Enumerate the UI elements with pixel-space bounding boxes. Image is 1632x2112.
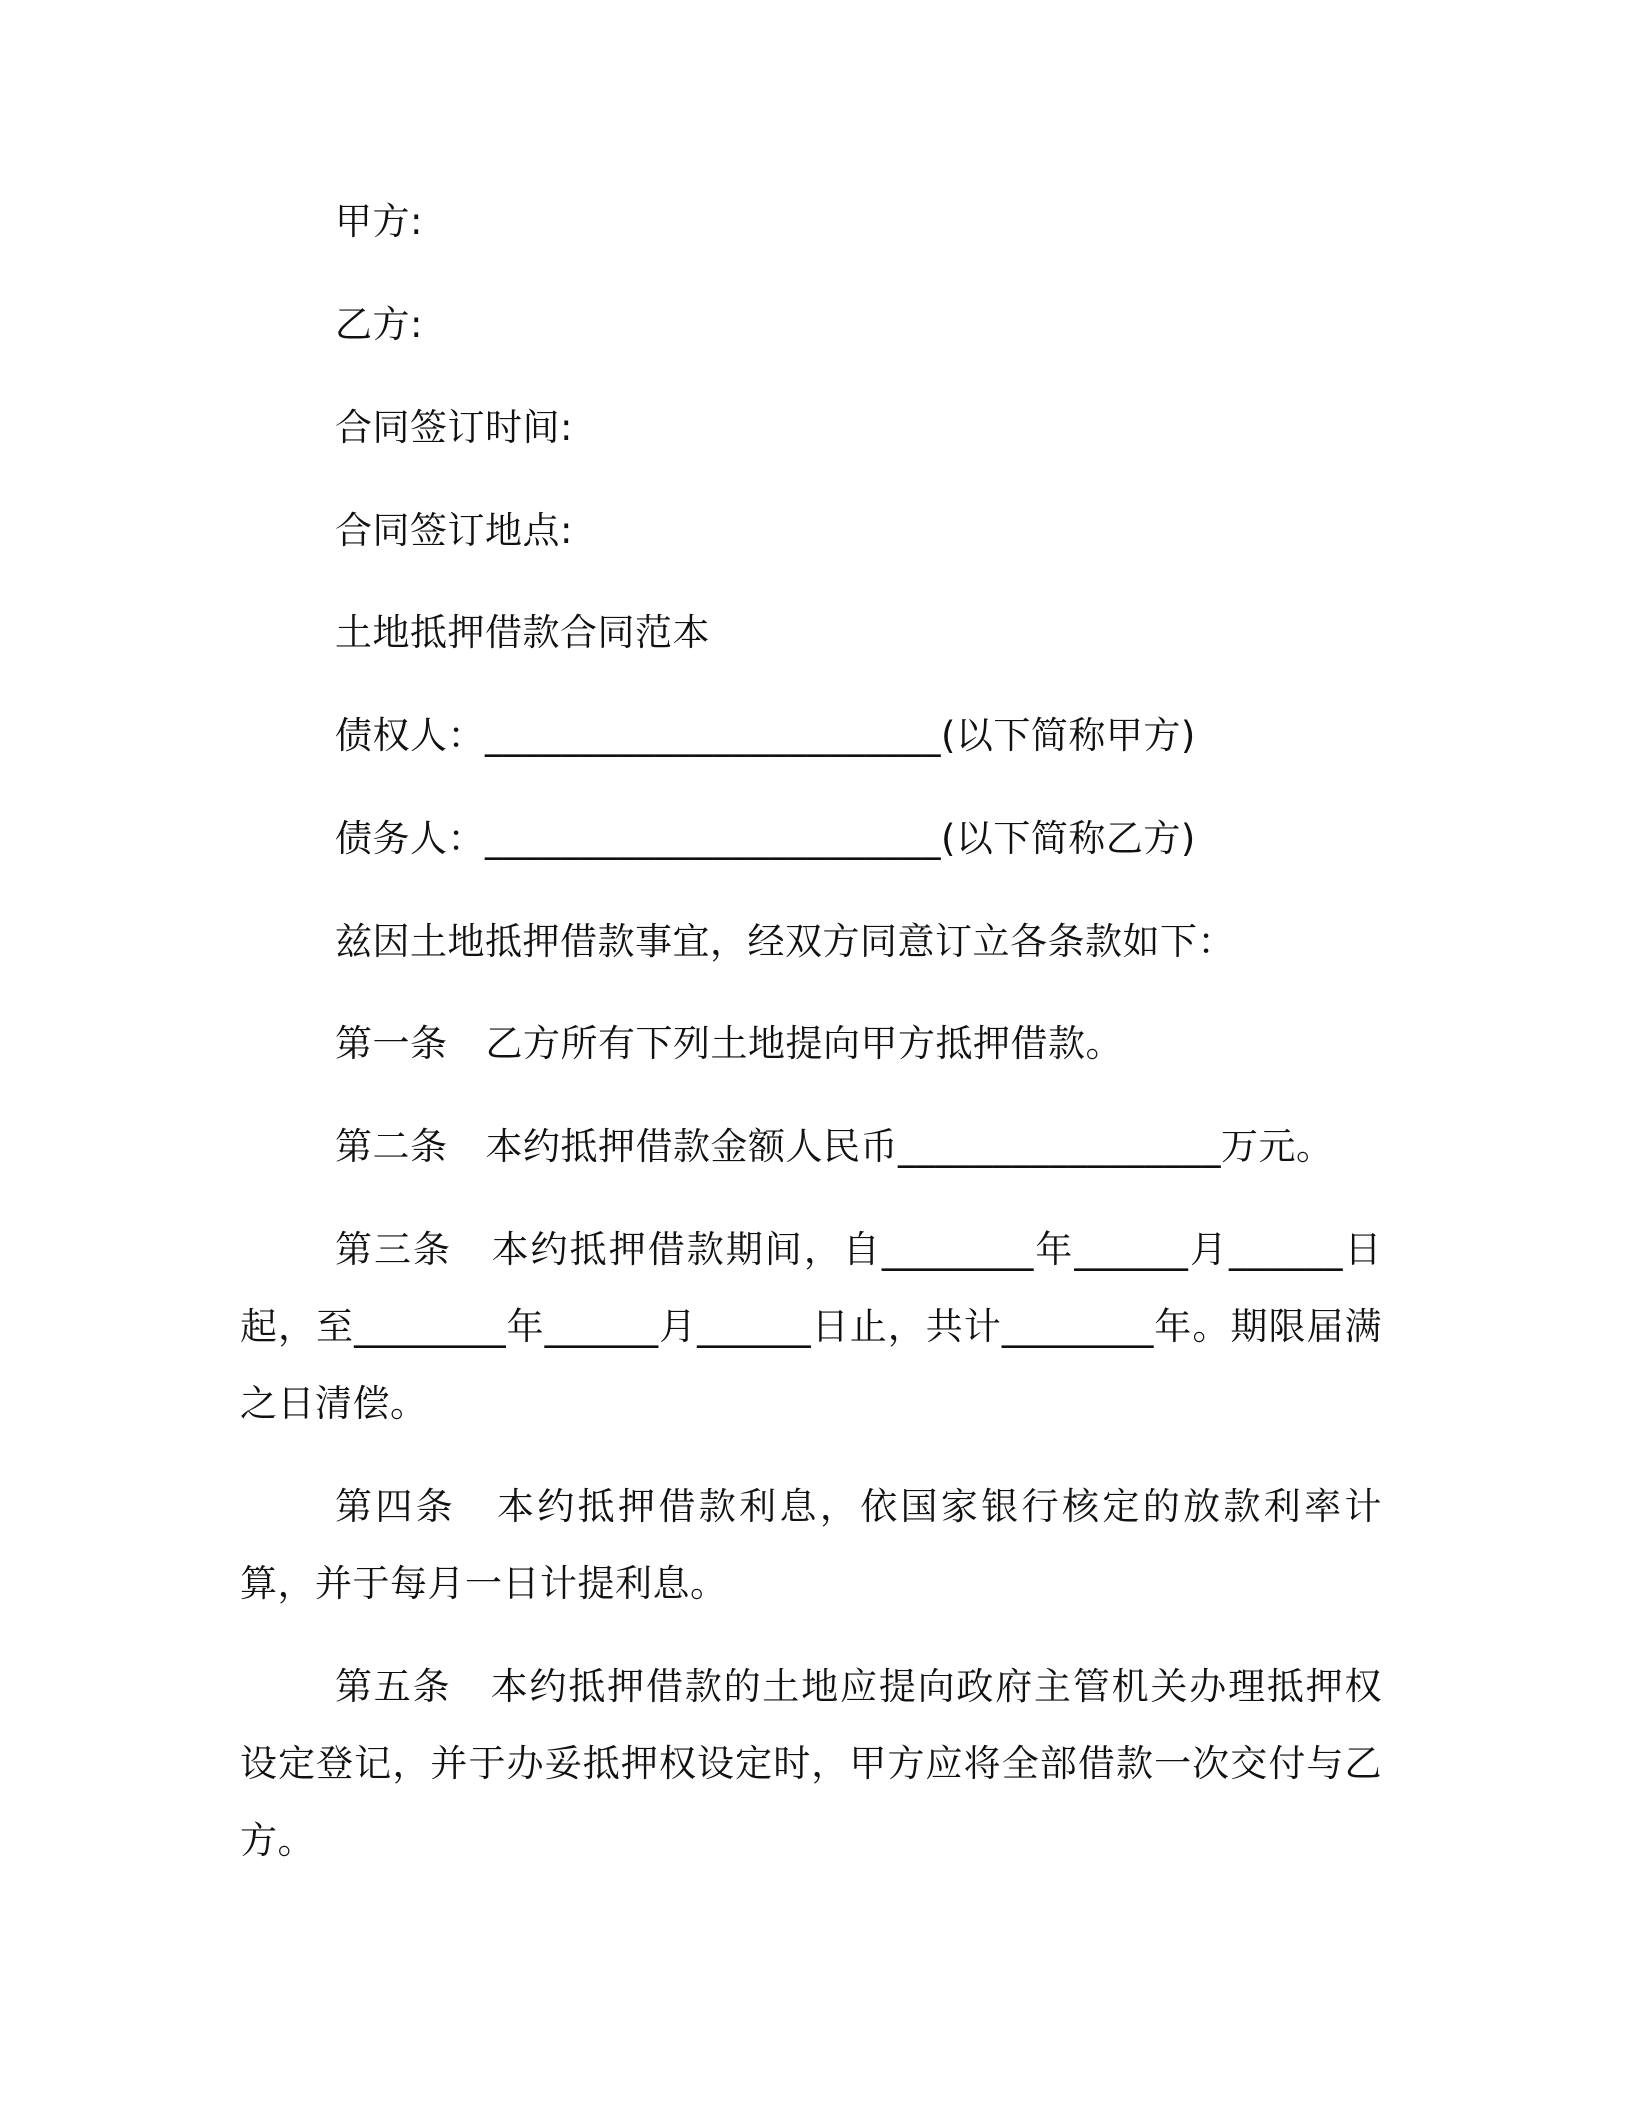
article-text: 本约抵押借款利息，依国家银行核定的放款利率计算，并于每月一日计提利息。	[240, 1485, 1383, 1605]
article-3	[240, 1211, 1382, 1442]
debtor-line: 债务人：________________________(以下简称乙方)	[335, 817, 1196, 860]
article-1	[335, 1020, 1123, 1068]
creditor-line: 债权人：________________________(以下简称甲方)	[335, 714, 1196, 757]
sign-time-label: 合同签订时间:	[335, 406, 573, 449]
article-2	[335, 1123, 1334, 1171]
article-label: 第二条	[335, 1125, 448, 1168]
article-label: 第一条	[335, 1022, 448, 1065]
article-5	[240, 1648, 1382, 1879]
party-a-label: 甲方:	[335, 200, 423, 243]
article-text: 乙方所有下列土地提向甲方抵押借款。	[485, 1022, 1123, 1065]
party-b-label: 乙方:	[335, 303, 423, 346]
article-label: 第四条	[335, 1485, 457, 1528]
article-4	[240, 1468, 1382, 1622]
article-text: 本约抵押借款的土地应提向政府主管机关办理抵押权设定登记，并于办妥抵押权设定时，甲方应将全部借款一次交付与乙方。	[240, 1665, 1383, 1862]
article-label: 第三条	[335, 1228, 453, 1271]
article-text: 本约抵押借款期间，自________年______月______日起，至________年______月______日止，共计________年。期限届满之日清偿。	[240, 1228, 1383, 1425]
sign-place-label: 合同签订地点:	[335, 509, 573, 552]
document-title: 土地抵押借款合同范本	[335, 611, 710, 654]
intro-paragraph: 兹因土地抵押借款事宜，经双方同意订立各条款如下：	[335, 920, 1235, 963]
article-label: 第五条	[335, 1665, 452, 1708]
article-text: 本约抵押借款金额人民币_________________万元。	[485, 1125, 1334, 1168]
